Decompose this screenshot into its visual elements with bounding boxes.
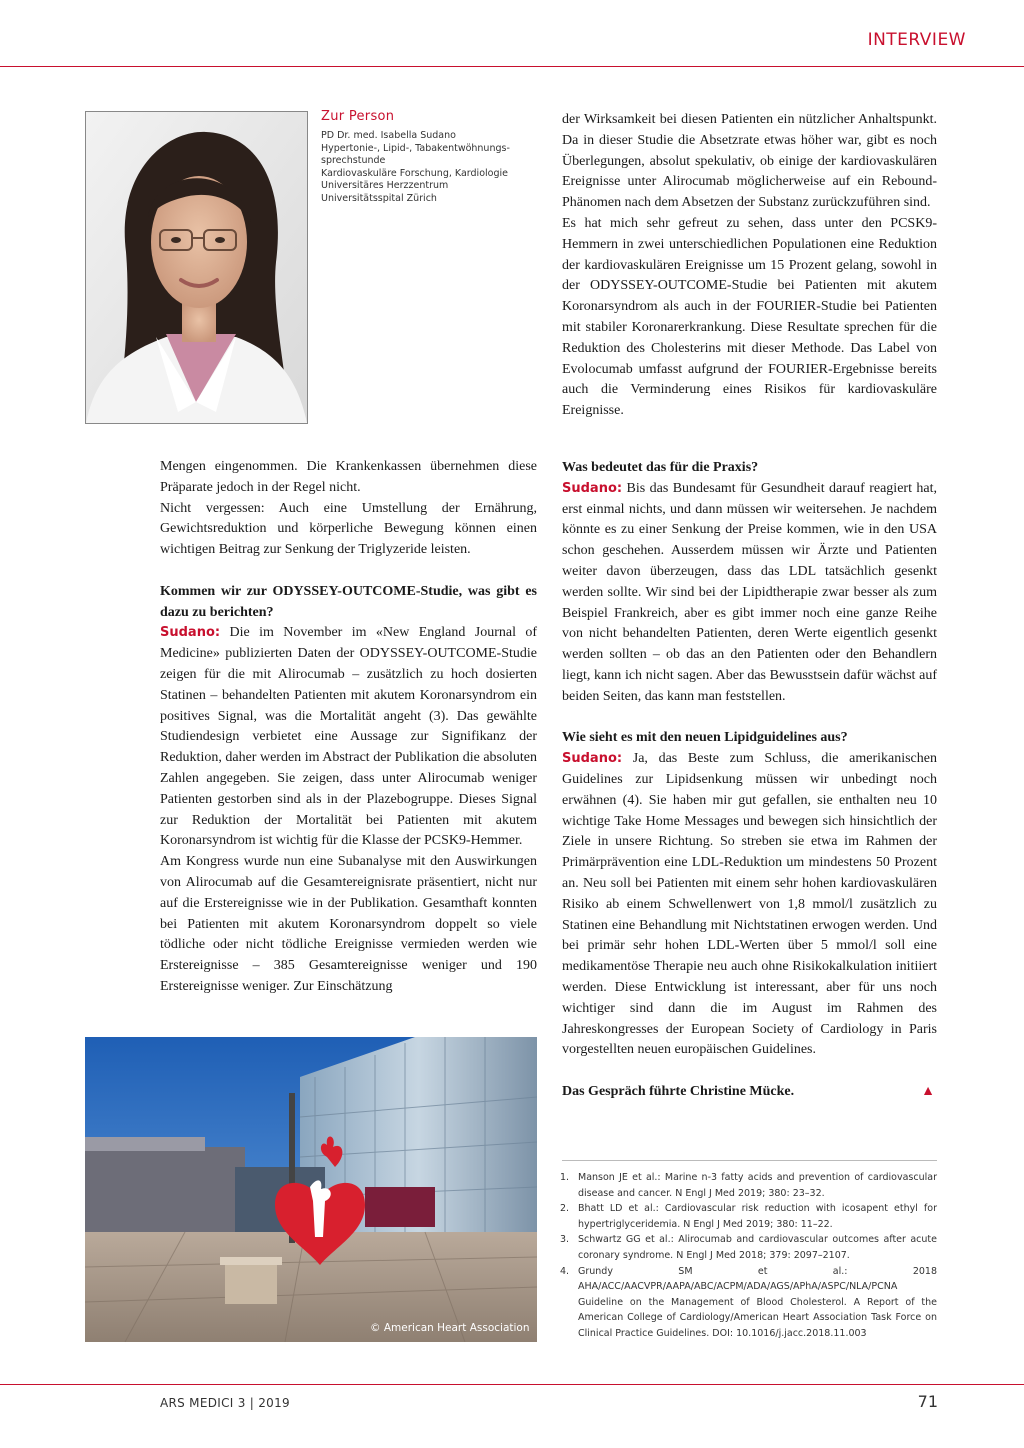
person-line: Universitäres Herzzentrum <box>321 180 449 191</box>
reference-number: 1. <box>560 1172 570 1183</box>
answer-paragraph <box>160 623 537 852</box>
paragraph: der Wirksamkeit bei diesen Patienten ein nützlicher Anhaltspunkt. Da in dieser Studie die Absetzrate etwas höher war, gibt es noch Überlegungen, absolut spekulativ, ob einige der kardiovaskulären Ereignisse unter Alirocumab möglicherweise auf ein Rebound-Phänomen nach dem Absetzen der Substanz zurückzuführen sind. <box>562 112 937 211</box>
answer-text: Ja, das Beste zum Schluss, die amerikanischen Guidelines zur Lipidsenkung müssen wir unbedingt noch erwähnen (4). Sie haben mir gut gefallen, sie enthalten neu 10 wichtige Take Home Messages und bewegen sich hinsichtlich der Ziele in unsere Richtung. So streben sie etwa im Rahmen der Primärprävention eine LDL-Reduktion um mindestens 50 Prozent an. Neu soll bei Patienten mit einem sehr hohen kardiovaskulären Risiko ab einem Schwellenwert von 1,8 mmol/l zusätzlich zu Statinen eine Behandlung mit Nichtstatinen erwogen werden. Und bei primär sehr hohen LDL-Werten über 5 mmol/l soll eine medikamentöse Therapie neu auch ohne Risikokalkulation initiiert werden. Diese Entwicklung ist interessant, aber für uns noch wichtiger sind dann die im August im Rahmen des Jahreskongresses der European Society of Cardiology in Paris vorgestellten neuen europäischen Guidelines. <box>562 751 937 1058</box>
references-divider <box>562 1160 937 1161</box>
portrait-photo <box>85 111 308 424</box>
question-heading: Kommen wir zur ODYSSEY-OUTCOME-Studie, was gibt es dazu zu berichten? <box>160 583 537 620</box>
reference-item <box>560 1264 937 1342</box>
left-column <box>160 457 537 998</box>
person-info <box>321 109 536 205</box>
reference-item <box>560 1232 937 1263</box>
portrait-illustration <box>86 112 307 423</box>
closing-line <box>562 1082 937 1103</box>
references-list <box>560 1170 937 1342</box>
question-heading: Wie sieht es mit den neuen Lipidguidelines aus? <box>562 730 848 746</box>
reference-item <box>560 1170 937 1201</box>
reference-number: 3. <box>560 1234 570 1246</box>
right-column-top <box>562 110 937 422</box>
reference-text: Manson JE et al.: Marine n-3 fatty acids and prevention of cardiovascular disease and cancer. N Engl J Med 2019; 380: 23–32. <box>578 1172 937 1199</box>
reference-text: Bhatt LD et al.: Cardiovascular risk reduction with icosapent ethyl for hypertriglyceridemia. N Engl J Med 2019; 380: 11–22. <box>578 1203 937 1230</box>
reference-number: 4. <box>560 1265 570 1277</box>
question-heading: Was bedeutet das für die Praxis? <box>562 460 759 475</box>
reference-number: 2. <box>560 1203 570 1215</box>
congress-photo <box>85 1037 537 1342</box>
answer-text: Bis das Bundesamt für Gesundheit darauf reagiert hat, erst einmal nichts, und dann müssen wir weitersehen. Je nachdem könnte es zu einer Senkung der Preise kommen, wie in den USA schon geschehen. Ausserdem müssen wir Ärzte und Patienten weiter davon überzeugen, dass das LDL tatsächlich gesenkt werden sollte. Wir sind bei der Lipidtherapie zwar besser als zum Beispiel Frankreich, aber es gibt immer noch eine ganze Reihe von nicht behandelten Patienten, deren Werte eigentlich gesenkt werden sollten – ob das an den Patienten oder den Behandlern liegt, kann ich nicht sagen. Aber das Bewusstsein dafür wächst auf beiden Seiten, das kann man feststellen. <box>562 480 937 704</box>
answer-paragraph <box>562 479 937 708</box>
end-triangle-icon: ▲ <box>921 1083 935 1099</box>
person-line: PD Dr. med. Isabella Sudano <box>321 130 456 141</box>
right-column-bottom <box>562 458 937 1103</box>
paragraph: Mengen eingenommen. Die Krankenkassen übernehmen diese Präparate jedoch in der Regel nicht. <box>160 459 537 495</box>
person-line: Hypertonie-, Lipid-, Tabakentwöhnungs- <box>321 142 510 154</box>
reference-text: Schwartz GG et al.: Alirocumab and cardiovascular outcomes after acute coronary syndrome. N Engl J Med 2018; 379: 2097–2107. <box>578 1234 937 1261</box>
paragraph: Am Kongress wurde nun eine Subanalyse mit den Auswirkungen von Alirocumab auf die Gesamtereignisrate präsentiert, nicht nur auf die Erstereignisse wie in der Publikation. Gesamthaft konnten bei Patienten mit akutem Koronarsyndrom doppelt so viele tödliche oder nicht tödliche Ereignisse vermieden werden wie Erstereignisse – 385 Gesamtereignisse weniger und 190 Erstereignisse weniger. Zur Einschätzung <box>160 854 537 994</box>
reference-text: Grundy SM et al.: 2018 AHA/ACC/AACVPR/AAPA/ABC/ACPM/ADA/AGS/APhA/ASPC/NLA/PCNA Guideline on the Management of Blood Cholesterol. A Report of the American College of Cardiology/American Heart Association Task Force on Clinical Practice Guidelines. DOI: 10.1016/j.jacc.2018.11.003 <box>578 1265 937 1339</box>
journal-issue: ARS MEDICI 3 | 2019 <box>160 1396 290 1410</box>
speaker-label: Sudano: <box>160 625 221 641</box>
header-rule <box>0 66 1024 67</box>
footer-rule <box>0 1384 1024 1385</box>
paragraph: Nicht vergessen: Auch eine Umstellung der Ernährung, Gewichtsreduktion und körperliche Bewegung können einen wichtigen Beitrag zur Senkung der Triglyzeride leisten. <box>160 500 537 558</box>
photo-credit: © American Heart Association <box>370 1322 530 1334</box>
speaker-label: Sudano: <box>562 751 623 767</box>
person-line: Universitätsspital Zürich <box>321 192 437 204</box>
paragraph: Es hat mich sehr gefreut zu sehen, dass unter den PCSK9-Hemmern in zwei unterschiedlichen Populationen eine Reduktion der kardiovaskulären Ereignisse um 15 Prozent gelang, sowohl in der ODYSSEY-OUTCOME-Studie bei Patienten mit akutem Koronarsyndrom als auch in der FOURIER-Studie bei Patienten mit stabiler Koronarerkrankung. Diese Resultate sprechen für die Reduktion des Cholesterins mit dieser Methode. Das Label von Evolocumab umfasst aufgrund der FOURIER-Ergebnisse bereits auch die Verminderung eines Risikos für kardiovaskuläre Ereignisse. <box>562 215 937 419</box>
speaker-label: Sudano: <box>562 480 623 496</box>
person-title: Zur Person <box>321 109 395 124</box>
reference-item <box>560 1201 937 1232</box>
congress-illustration <box>85 1037 537 1342</box>
answer-paragraph <box>562 749 937 1061</box>
answer-text: Die im November im «New England Journal of Medicine» publizierten Daten der ODYSSEY-OUTCOME-Studie zeigen für die mit Alirocumab – zusätzlich zu hoch dosierten Statinen – behandelten Patienten mit akutem Koronarsyndrom ein positives Signal, was die Mortalität angeht (3). Das gewählte Studiendesign verbietet eine Aussage zur Signifikanz der Reduktion, daher werden im Abstract der Publikation die absoluten Zahlen angegeben. Sie zeigen, dass unter Alirocumab weniger Patienten gestorben sind als in der Plazebogruppe. Dieses Signal zur Reduktion der Mortalität bei Patienten mit akutem Koronarsyndrom ist wichtig für die Klasse der PCSK9-Hemmer. <box>160 625 537 849</box>
page-number: 71 <box>917 1392 938 1411</box>
section-label: INTERVIEW <box>867 30 966 50</box>
author-credit: Das Gespräch führte Christine Mücke. <box>562 1083 795 1099</box>
person-line: Kardiovaskuläre Forschung, Kardiologie <box>321 167 508 179</box>
person-line: sprechstunde <box>321 155 386 166</box>
